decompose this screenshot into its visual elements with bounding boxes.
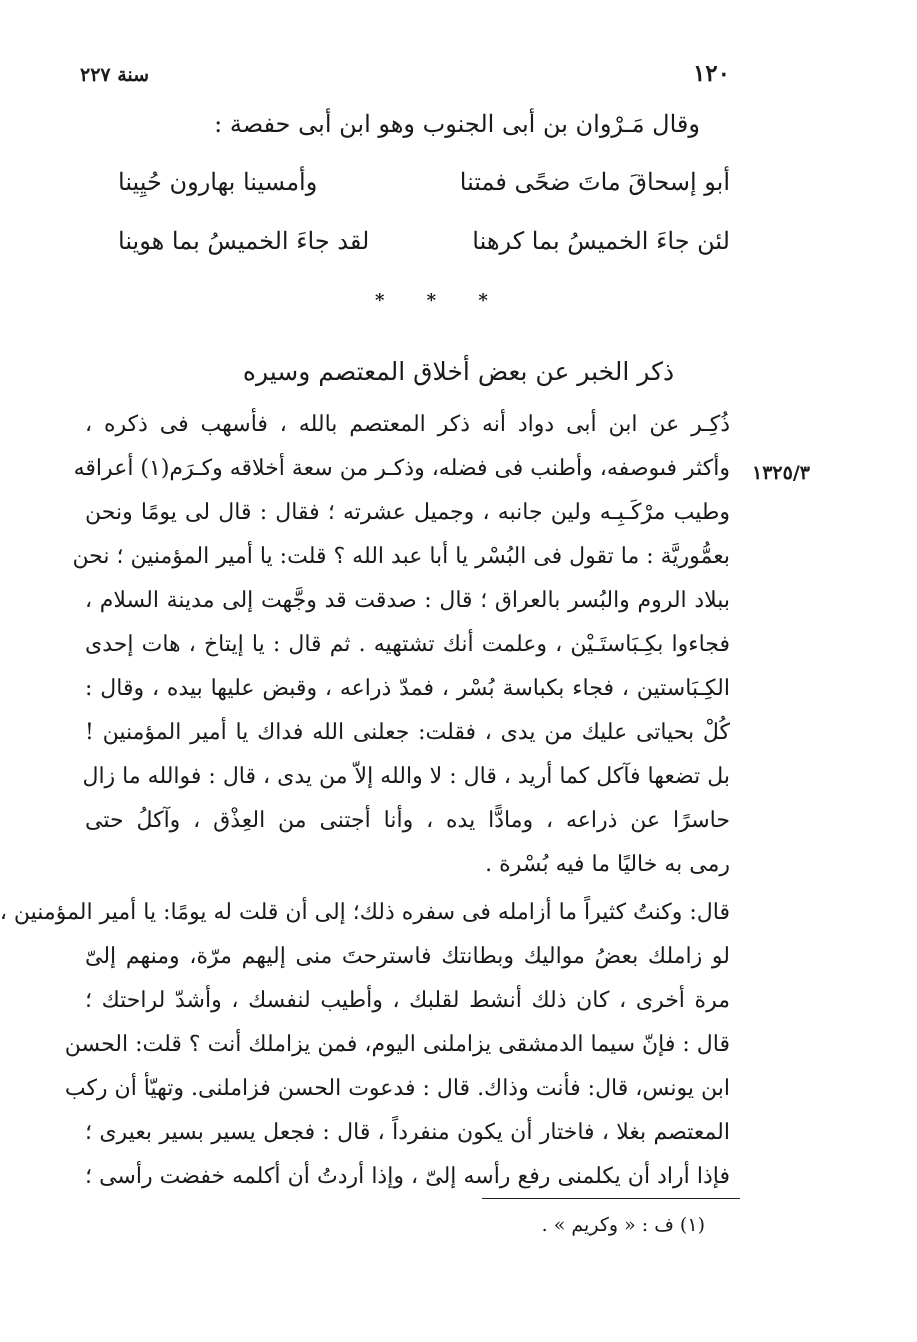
paragraph-2-line: لو زاملك بعضُ مواليك وبطانتك فاسترحتَ منى إليهم مرّة، ومنهم إلىّ	[85, 944, 730, 969]
verse-1-second-hemistich: وأمسينا بهارون حُيِينا	[118, 168, 318, 196]
margin-reference: ١٣٢٥/٣	[752, 462, 810, 484]
paragraph-2-line: ابن يونس، قال: فأنت وذاك. قال : فدعوت الحسن فزاملنى. وتهيّأ أن ركب	[64, 1076, 730, 1101]
paragraph-2-line: قال: وكنتُ كثيراً ما أزامله فى سفره ذلك؛ إلى أن قلت له يومًا: يا أمير المؤمنين ،	[0, 900, 730, 925]
paragraph-1-line: كُلْ بحياتى عليك من يدى ، فقلت: جعلنى الله فداك يا أمير المؤمنين !	[85, 720, 730, 745]
paragraph-2-line: قال : فإنّ سيما الدمشقى يزاملنى اليوم، فمن يزاملك أنت ؟ قلت: الحسن	[64, 1032, 730, 1057]
poem-intro: وقال مَـرْوان بن أبى الجنوب وهو ابن أبى حفصة :	[214, 110, 700, 138]
verse-1-first-hemistich: أبو إسحاقَ ماتَ ضحًى فمتنا	[459, 168, 730, 196]
year-label: سنة ٢٢٧	[80, 64, 150, 86]
page-number: ١٢٠	[692, 60, 730, 87]
paragraph-1-line: وطيب مرْكَـبِـه ولين جانبه ، وجميل عشرته ؛ فقال : قال لى يومًا ونحن	[85, 500, 730, 525]
paragraph-1-line: فجاءوا بكِـبَاستَـيْن ، وعلمت أنك تشتهيه . ثم قال : يا إيتاخ ، هات إحدى	[85, 632, 730, 657]
paragraph-1-line: رمى به خاليًا ما فيه بُسْرة .	[485, 852, 730, 877]
paragraph-1-line: بعمُّوريَّة : ما تقول فى البُسْر يا أبا عبد الله ؟ قلت: يا أمير المؤمنين ؛ نحن	[72, 544, 730, 569]
section-separator: * * *	[375, 290, 506, 311]
verse-2-second-hemistich: لقد جاءَ الخميسُ بما هوينا	[118, 227, 370, 255]
paragraph-2-line: مرة أخرى ، كان ذلك أنشط لقلبك ، وأطيب لنفسك ، وأشدّ لراحتك ؛	[85, 988, 730, 1013]
paragraph-1-line: حاسرًا عن ذراعه ، ومادًّا يده ، وأنا أجتنى من العِذْق ، وآكلُ حتى	[85, 808, 730, 833]
footnote-rule	[482, 1198, 740, 1199]
paragraph-1-line: بل تضعها فآكل كما أريد ، قال : لا والله إلاّ من يدى ، قال : فوالله ما زال	[82, 764, 730, 789]
paragraph-2-line: فإذا أراد أن يكلمنى رفع رأسه إلىّ ، وإذا أردتُ أن أكلمه خفضت رأسى ؛	[85, 1164, 730, 1189]
paragraph-1-line: ذُكِـر عن ابن أبى دواد أنه ذكر المعتصم بالله ، فأسهب فى ذكره ،	[85, 412, 730, 437]
paragraph-1-line: الكِـبَاستين ، فجاء بكباسة بُسْر ، فمدّ ذراعه ، وقبض عليها بيده ، وقال :	[85, 676, 730, 701]
paragraph-1-line: وأكثر فىوصفه، وأطنب فى فضله، وذكـر من سعة أخلاقه وكـرَم(١) أعراقه	[73, 456, 730, 481]
paragraph-1-line: ببلاد الروم والبُسر بالعراق ؛ قال : صدقت قد وجَّهت إلى مدينة السلام ،	[85, 588, 730, 613]
footnote: (١) ف : « وكريم » .	[541, 1214, 705, 1236]
paragraph-2-line: المعتصم بغلا ، فاختار أن يكون منفرداً ، قال : فجعل يسير بسير بعيرى ؛	[85, 1120, 730, 1145]
verse-2-first-hemistich: لئن جاءَ الخميسُ بما كرهنا	[472, 227, 730, 255]
section-title: ذكر الخبر عن بعض أخلاق المعتصم وسيره	[242, 357, 675, 386]
